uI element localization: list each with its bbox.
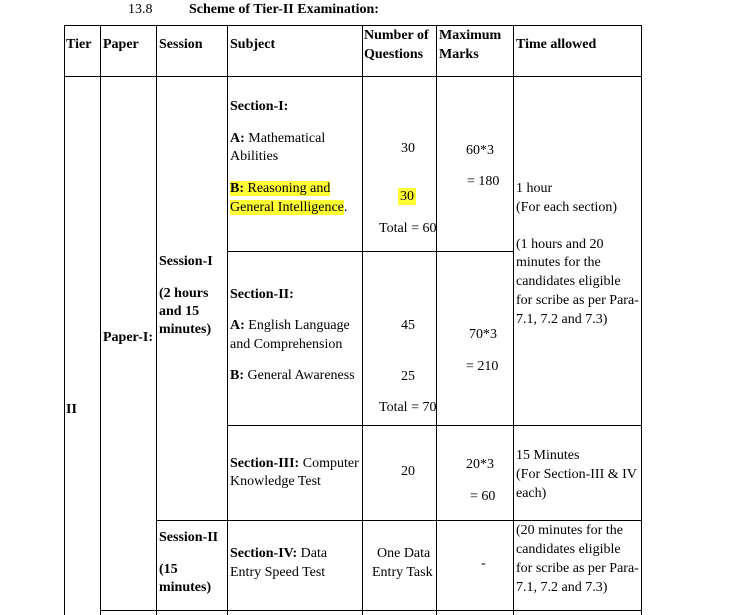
scribe-note2-line3: for scribe as per Para- xyxy=(516,561,639,576)
header-time: Time allowed xyxy=(516,37,597,52)
border-questions-marks xyxy=(436,25,437,615)
section1-time-line2: (For each section) xyxy=(516,200,618,215)
session1-duration-line1: (2 hours xyxy=(159,286,209,301)
header-questions-line2: Questions xyxy=(364,47,424,62)
table-top-border xyxy=(64,25,642,26)
section4-text: Data xyxy=(297,546,328,561)
section2-b-label: B: xyxy=(230,368,244,383)
section2-b-text: General Awareness xyxy=(244,368,355,383)
scribe-note1-line3: candidates eligible xyxy=(516,274,621,289)
section1-b-period: . xyxy=(343,200,348,215)
scribe-note1-line5: 7.1, 7.2 and 7.3) xyxy=(516,312,608,327)
section1-marks-line2: = 180 xyxy=(467,174,500,189)
section2-a-label: A: xyxy=(230,318,245,333)
header-paper: Paper xyxy=(103,37,139,52)
section3-time-line2: (For Section-III & IV xyxy=(516,467,637,482)
section4-questions-line1: One Data xyxy=(377,546,431,561)
section4-line2: Entry Speed Test xyxy=(230,565,326,580)
border-paper-session xyxy=(156,25,157,615)
section1-b-text: Reasoning and xyxy=(244,181,331,196)
scribe-note2-line4: 7.1, 7.2 and 7.3) xyxy=(516,580,608,595)
section3-text: Computer xyxy=(299,456,359,471)
section3-marks-line1: 20*3 xyxy=(466,457,494,472)
section2-a-line1 xyxy=(230,317,350,334)
border-left xyxy=(64,25,65,615)
section3-time-line3: each) xyxy=(516,486,547,501)
session1-duration-line2: and 15 xyxy=(159,304,200,319)
header-session: Session xyxy=(159,37,203,52)
header-subject: Subject xyxy=(230,37,276,52)
section2-a-line2: and Comprehension xyxy=(230,337,343,352)
section3-line1 xyxy=(230,455,359,472)
section2-marks-line2: = 210 xyxy=(466,359,499,374)
paper-value: Paper-I: xyxy=(103,330,154,345)
section1-questions-b: 30 xyxy=(400,189,414,204)
section2-title: Section-II: xyxy=(230,287,294,302)
divider-session1-session2 xyxy=(156,520,642,521)
section3-time-line1: 15 Minutes xyxy=(516,448,580,463)
session2-name: Session-II xyxy=(159,530,219,545)
section4-line1 xyxy=(230,545,327,562)
section4-marks: - xyxy=(481,556,486,571)
border-session-subject xyxy=(227,25,228,615)
section2-a-text: English Language xyxy=(244,318,350,333)
header-marks-line2: Marks xyxy=(439,47,479,62)
divider-section1-section2 xyxy=(227,251,513,252)
section4-questions-line2: Entry Task xyxy=(372,565,433,580)
section1-b-label: B: xyxy=(230,181,244,196)
section1-b-text-highlighted: General Intelligence xyxy=(230,200,344,215)
section1-b-line2 xyxy=(230,199,347,216)
header-questions-line1: Number of xyxy=(364,28,429,43)
border-marks-time xyxy=(513,25,514,615)
section3-label: Section-III: xyxy=(230,456,300,471)
section1-a-text: Mathematical xyxy=(244,131,326,146)
page-title: Scheme of Tier-II Examination: xyxy=(189,2,379,17)
border-tier-paper xyxy=(100,25,101,615)
section3-marks-line2: = 60 xyxy=(470,489,496,504)
section2-questions-b: 25 xyxy=(401,369,415,384)
section-number: 13.8 xyxy=(128,2,153,17)
table-bottom-border xyxy=(100,610,642,611)
header-bottom-border xyxy=(64,76,642,77)
border-right xyxy=(641,25,642,615)
session1-name: Session-I xyxy=(159,254,213,269)
section4-label: Section-IV: xyxy=(230,546,298,561)
section1-questions-a: 30 xyxy=(401,141,415,156)
scribe-note1-line2: minutes for the xyxy=(516,255,601,270)
header-marks-line1: Maximum xyxy=(439,28,502,43)
section2-total: Total = 70 xyxy=(379,400,437,415)
scribe-note2-line2: candidates eligible xyxy=(516,542,621,557)
scribe-note2-line1: (20 minutes for the xyxy=(516,523,623,538)
section1-total: Total = 60 xyxy=(379,221,437,236)
section1-a-line1 xyxy=(230,130,325,147)
scribe-note1-line1: (1 hours and 20 xyxy=(516,237,604,252)
header-tier: Tier xyxy=(66,37,92,52)
section3-questions: 20 xyxy=(401,464,415,479)
section2-marks-line1: 70*3 xyxy=(469,327,497,342)
section1-time-line1: 1 hour xyxy=(516,181,553,196)
tier-value: II xyxy=(66,402,77,417)
section2-b-line xyxy=(230,367,355,384)
section3-line2: Knowledge Test xyxy=(230,474,321,489)
section1-a-line2: Abilities xyxy=(230,149,279,164)
session2-duration-line2: minutes) xyxy=(159,580,212,595)
section1-a-label: A: xyxy=(230,131,245,146)
session2-duration-line1: (15 xyxy=(159,562,178,577)
divider-section2-section3 xyxy=(227,425,642,426)
section1-marks-line1: 60*3 xyxy=(466,143,494,158)
section1-b-line1 xyxy=(230,180,330,197)
section1-title: Section-I: xyxy=(230,99,289,114)
scribe-note1-line4: for scribe as per Para- xyxy=(516,293,639,308)
border-subject-questions xyxy=(362,25,363,615)
section2-questions-a: 45 xyxy=(401,318,415,333)
session1-duration-line3: minutes) xyxy=(159,322,212,337)
